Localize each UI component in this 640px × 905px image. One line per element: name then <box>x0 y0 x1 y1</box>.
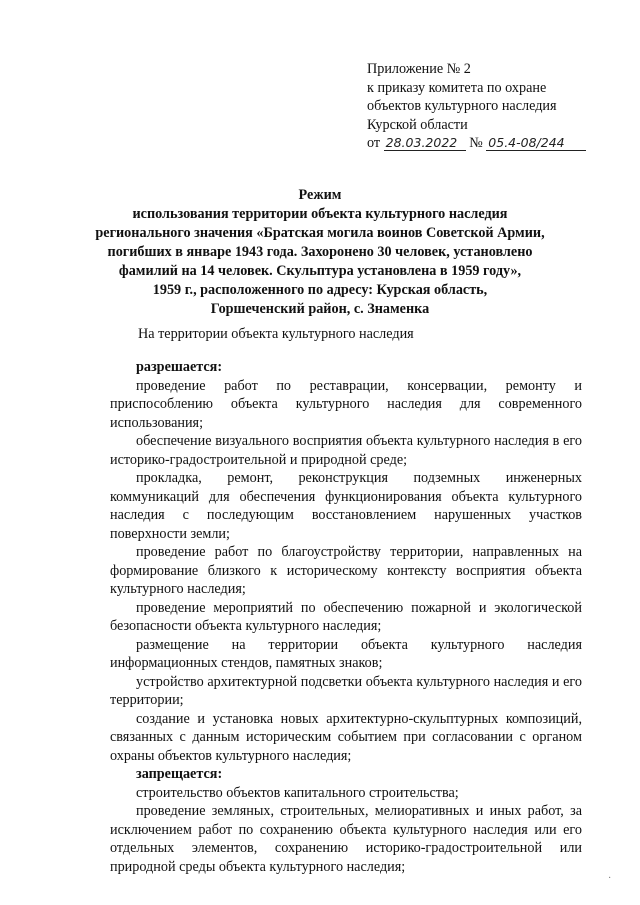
allowed-item: прокладка, ремонт, реконструкция подземных инженерных коммуникаций для обеспечения функционирования объекта культурного наследия с последующим восстановлением нарушенных участков поверхности земли; <box>110 470 582 542</box>
document-title <box>88 186 552 319</box>
allowed-item: проведение мероприятий по обеспечению пожарной и экологической безопасности объекта культурного наследия; <box>110 599 582 634</box>
appendix-line: к приказу комитета по охране <box>367 79 547 96</box>
title-line: Горшеченский район, с. Знаменка <box>210 301 430 317</box>
title-line: 1959 г., расположенного по адресу: Курская область, <box>152 282 488 298</box>
intro-text: На территории объекта культурного наследия <box>138 326 414 342</box>
allowed-item: устройство архитектурной подсветки объекта культурного наследия и его территории; <box>110 673 582 708</box>
page-mark: · <box>608 873 612 884</box>
number-prefix: № <box>469 135 483 152</box>
allowed-item: проведение работ по реставрации, консервации, ремонту и приспособлению объекта культурного наследия для современного использования; <box>110 377 582 431</box>
allowed-item: создание и установка новых архитектурно-скульптурных композиций, связанных с данным историческим событием при согласовании с органом охраны объектов культурного наследия; <box>110 710 582 764</box>
appendix-block <box>367 60 632 153</box>
title-line: использования территории объекта культурного наследия <box>132 206 508 222</box>
allowed-item: обеспечение визуального восприятия объекта культурного наследия в его историко-градостроительной и природной среде; <box>110 433 582 468</box>
forbidden-item: проведение земляных, строительных, мелиоративных и иных работ, за исключением работ по сохранению объекта культурного наследия или его отдельных элементов, сохранению историко-градостроительной или природной среды объекта культурного наследия; <box>110 803 582 875</box>
forbidden-heading: запрещается: <box>136 766 223 782</box>
appendix-line: Курской области <box>367 116 468 133</box>
title-line: погибших в январе 1943 года. Захоронено 30 человек, установлено <box>107 244 533 260</box>
allowed-item: проведение работ по благоустройству территории, направленных на формирование близкого к историческому контексту восприятия объекта культурного наследия; <box>110 544 582 597</box>
order-date-number-line <box>367 134 632 153</box>
handwritten-number: 05.4-08/244 <box>486 136 586 151</box>
date-prefix: от <box>367 135 381 152</box>
allowed-section <box>110 358 582 876</box>
title-line: Режим <box>298 187 342 203</box>
allowed-item: размещение на территории объекта культурного наследия информационных стендов, памятных знаков; <box>110 636 582 671</box>
title-line: фамилий на 14 человек. Скульптура установлена в 1959 году», <box>118 263 522 279</box>
allowed-heading: разрешается: <box>136 359 223 375</box>
handwritten-date: 28.03.2022 <box>384 136 466 151</box>
appendix-line: объектов культурного наследия <box>367 98 557 115</box>
appendix-line: Приложение № 2 <box>367 61 471 77</box>
title-line: регионального значения «Братская могила воинов Советской Армии, <box>95 225 545 241</box>
forbidden-item: строительство объектов капитального строительства; <box>136 784 459 801</box>
